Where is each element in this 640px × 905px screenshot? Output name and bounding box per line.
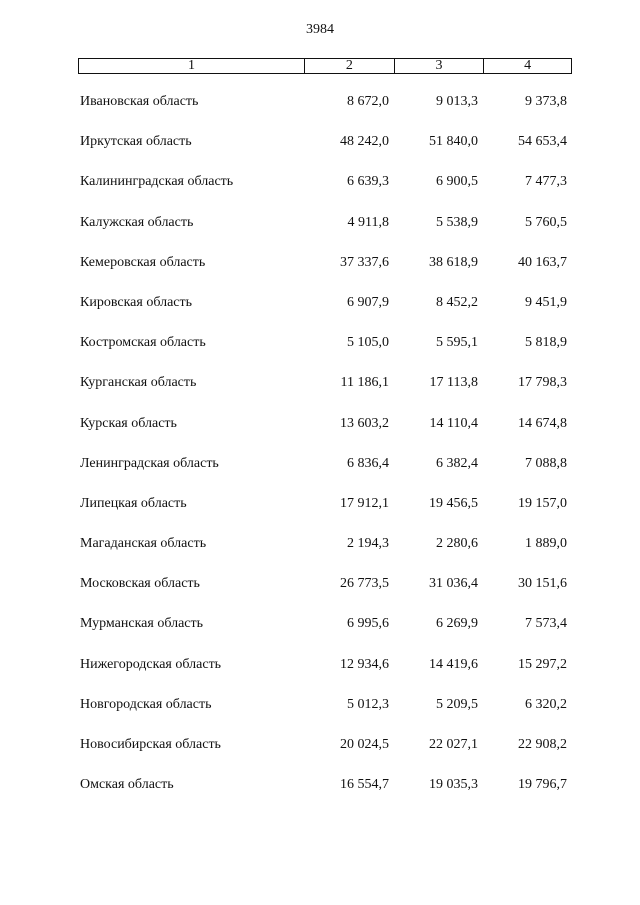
value-col-4: 17 798,3: [518, 375, 567, 391]
value-col-2: 5 012,3: [347, 696, 389, 712]
value-col-2: 8 672,0: [347, 94, 389, 109]
table-row: [0, 534, 640, 574]
value-col-4: 19 157,0: [518, 495, 567, 511]
region-name: Калининградская область: [80, 174, 234, 190]
value-col-3: 8 452,2: [436, 294, 478, 310]
region-name: Курская область: [80, 415, 177, 431]
value-col-2: 17 912,1: [340, 495, 389, 511]
value-col-4: 1 889,0: [525, 536, 567, 552]
region-name: Иркутская область: [80, 134, 192, 150]
value-col-3: 22 027,1: [429, 737, 478, 752]
table-row: [0, 614, 640, 654]
value-col-2: 13 603,2: [340, 415, 389, 431]
value-col-4: 7 477,3: [525, 174, 567, 190]
table-row: [0, 414, 640, 454]
value-col-4: 30 151,6: [518, 576, 567, 592]
value-col-3: 5 595,1: [436, 335, 478, 351]
table-row: [0, 454, 640, 494]
table-row: [0, 695, 640, 735]
table-body: [0, 92, 640, 815]
table-row: [0, 333, 640, 373]
region-name: Новосибирская область: [80, 737, 221, 752]
value-col-4: 5 818,9: [525, 335, 567, 351]
value-col-3: 5 209,5: [436, 696, 478, 712]
value-col-2: 6 836,4: [347, 455, 389, 471]
value-col-3: 6 382,4: [436, 455, 478, 471]
value-col-4: 6 320,2: [525, 696, 567, 712]
region-name: Нижегородская область: [80, 656, 222, 672]
value-col-4: 9 373,8: [525, 94, 567, 109]
table-row: [0, 253, 640, 293]
column-header-1: 1: [79, 59, 305, 73]
value-col-2: 5 105,0: [347, 335, 389, 351]
value-col-2: 2 194,3: [347, 536, 389, 552]
value-col-4: 9 451,9: [525, 294, 567, 310]
value-col-4: 14 674,8: [518, 415, 567, 431]
value-col-2: 6 995,6: [347, 616, 389, 632]
value-col-3: 19 456,5: [429, 495, 478, 511]
value-col-4: 15 297,2: [518, 656, 567, 672]
table-row: [0, 373, 640, 413]
value-col-3: 6 269,9: [436, 616, 478, 632]
column-header-3: 3: [395, 59, 485, 73]
region-name: Костромская область: [80, 335, 206, 351]
table-row: [0, 494, 640, 534]
table-row: [0, 735, 640, 775]
region-name: Новгородская область: [80, 696, 212, 712]
value-col-3: 17 113,8: [429, 375, 478, 391]
region-name: Омская область: [80, 777, 174, 793]
table-row: [0, 172, 640, 212]
value-col-3: 6 900,5: [436, 174, 478, 190]
region-name: Кемеровская область: [80, 254, 206, 270]
value-col-4: 19 796,7: [518, 777, 567, 793]
table-row: [0, 293, 640, 333]
table-row: [0, 775, 640, 815]
table-header: [78, 58, 572, 74]
value-col-3: 5 538,9: [436, 214, 478, 230]
value-col-2: 6 907,9: [347, 294, 389, 310]
value-col-2: 12 934,6: [340, 656, 389, 672]
value-col-3: 31 036,4: [429, 576, 478, 592]
region-name: Мурманская область: [80, 616, 204, 632]
value-col-2: 16 554,7: [340, 777, 389, 793]
value-col-2: 6 639,3: [347, 174, 389, 190]
value-col-4: 54 653,4: [518, 134, 567, 150]
page-number: 3984: [306, 22, 334, 37]
value-col-2: 37 337,6: [340, 254, 389, 270]
value-col-2: 20 024,5: [340, 737, 389, 752]
region-name: Калужская область: [80, 214, 194, 230]
value-col-4: 7 088,8: [525, 455, 567, 471]
table-row: [0, 132, 640, 172]
value-col-2: 11 186,1: [340, 375, 389, 391]
region-name: Курганская область: [80, 375, 197, 391]
column-header-2: 2: [305, 59, 395, 73]
value-col-4: 5 760,5: [525, 214, 567, 230]
value-col-4: 7 573,4: [525, 616, 567, 632]
value-col-4: 40 163,7: [518, 254, 567, 270]
table-row: [0, 92, 640, 132]
column-header-4: 4: [524, 58, 532, 73]
value-col-4: 22 908,2: [518, 737, 567, 752]
value-col-3: 19 035,3: [429, 777, 478, 793]
value-col-3: 51 840,0: [429, 134, 478, 150]
region-name: Ленинградская область: [80, 455, 219, 471]
table-row: [0, 574, 640, 614]
region-name: Кировская область: [80, 294, 193, 310]
value-col-3: 9 013,3: [436, 94, 478, 109]
value-col-3: 14 419,6: [429, 656, 478, 672]
value-col-3: 2 280,6: [436, 536, 478, 552]
value-col-3: 38 618,9: [429, 254, 478, 270]
region-name: Липецкая область: [80, 495, 187, 511]
region-name: Московская область: [80, 576, 200, 592]
table-row: [0, 213, 640, 253]
value-col-3: 14 110,4: [429, 415, 478, 431]
value-col-2: 26 773,5: [340, 576, 389, 592]
value-col-2: 48 242,0: [340, 134, 389, 150]
table-row: [0, 655, 640, 695]
value-col-2: 4 911,8: [347, 214, 389, 230]
region-name: Ивановская область: [80, 94, 199, 109]
region-name: Магаданская область: [80, 536, 207, 552]
